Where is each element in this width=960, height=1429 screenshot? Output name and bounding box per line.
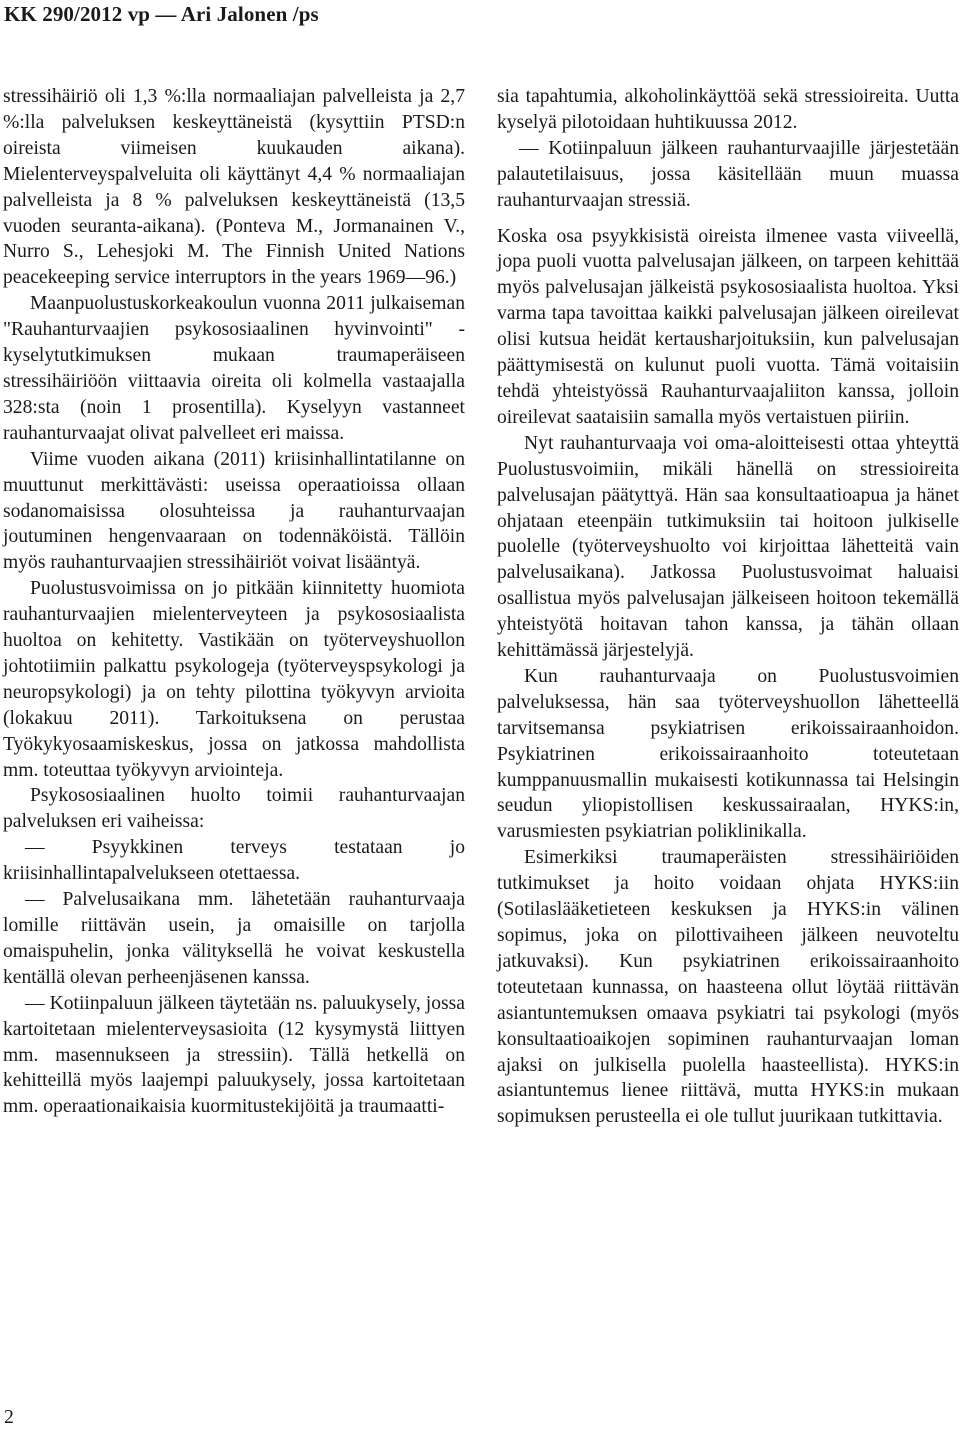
list-item: — Palvelusaikana mm. lähetetään rauhanturvaaja lomille riittävän usein, ja omaisille on tarjolla omaispuhelin, jonka välityksellä he voivat keskustella kentällä olevan perheenjäsenen kanssa. bbox=[3, 889, 465, 988]
paragraph: Esimerkiksi traumaperäisten stressihäiriöiden tutkimukset ja hoito voidaan ohjata HYKS:iin (Sotilaslääketieteen keskuksen ja HYKS:in välinen sopimus, joka on pilottivaiheen jälkeen neuvoteltu jatkuvaksi). Kun psykiatrinen erikoissairaanhoito toteutetaan kunnassa, on haasteena ollut löytää riittävän asiantuntemuksen omaava psykiatri tai psykologi (myös konsultaatioaikojen sopiminen rauhanturvaajan loman ajaksi on julkisella puolella haasteellista). HYKS:in asiantuntemus lienee riittävä, mutta HYKS:in mukaan sopimuksen perusteella ei ole tullut juurikaan tutkittavia. bbox=[497, 847, 959, 1128]
paragraph: stressihäiriö oli 1,3 %:lla normaaliajan palvelleista ja 2,7 %:lla palveluksen keskeyttäneistä (kysyttiin PTSD:n oireista viimeisen kuukauden aikana). Mielenterveyspalveluita oli käyttänyt 4,4 % normaaliajan palvelleista ja 8 % palveluksen keskeyttäneistä (13,5 vuoden seuranta-aikana). (Ponteva M., Jormanainen V., Nurro S., Lehesjoki M. The Finnish United Nations peacekeeping service interruptors in the years 1969—96.) bbox=[3, 86, 465, 289]
paragraph: sia tapahtumia, alkoholinkäyttöä sekä stressioireita. Uutta kyselyä pilotoidaan huhtikuussa 2012. bbox=[497, 86, 959, 133]
paragraph: Maanpuolustuskorkeakoulun vuonna 2011 julkaiseman "Rauhanturvaajien psykososiaalinen hyvinvointi" -kyselytutkimuksen mukaan traumaperäiseen stressihäiriöön viittaavia oireita oli kolmella vastaajalla 328:sta (noin 1 prosentilla). Kyselyyn vastanneet rauhanturvaajat olivat palvelleet eri maissa. bbox=[3, 293, 465, 444]
paragraph: Nyt rauhanturvaaja voi oma-aloitteisesti ottaa yhteyttä Puolustusvoimiin, mikäli hänellä on stressioireita palvelusajan päätyttyä. Hän saa konsultaatioapua ja hänet ohjataan eteenpäin tutkimuksiin tai hoitoon julkiselle puolelle (työterveyshuolto voi kirjoittaa lähetteitä vain palvelusaikana). Jatkossa Puolustusvoimat haluaisi osallistua myös palvelusajan jälkeiseen hoitoon tekemällä yhteistyötä hoitavan tahon kanssa, ja tähän ollaan kehittämässä järjestelyjä. bbox=[497, 432, 959, 662]
paragraph: Psykososiaalinen huolto toimii rauhanturvaajan palveluksen eri vaiheissa: bbox=[3, 785, 465, 833]
right-column bbox=[497, 84, 959, 1130]
running-header: KK 290/2012 vp — Ari Jalonen /ps bbox=[4, 2, 319, 26]
paragraph: Puolustusvoimissa on jo pitkään kiinnitetty huomiota rauhanturvaajien mielenterveyteen ja psykososiaalista huoltoa on kehitetty. Vastikään on työterveyshuollon johtotiimiin palkattu psykologeja (työterveyspsykologi ja neuropsykologi) ja on tehty pilottina työkyvyn arvioita (lokakuu 2011). Tarkoituksena on perustaa Työkykyosaamiskeskus, jossa on jatkossa mahdollista mm. toteuttaa työkyvyn arviointeja. bbox=[3, 578, 465, 781]
page-number: 2 bbox=[4, 1407, 14, 1428]
list-item: — Kotiinpaluun jälkeen rauhanturvaajille järjestetään palautetilaisuus, jossa käsitellään muun muassa rauhanturvaajan stressiä. bbox=[497, 137, 959, 211]
left-column bbox=[3, 84, 465, 1120]
paragraph: Viime vuoden aikana (2011) kriisinhallintatilanne on muuttunut merkittävästi: useissa operaatioissa ollaan sodanomaisissa olosuhteissa ja rauhanturvaajan joutuminen hengenvaaraan on todennäköistä. Tällöin myös rauhanturvaajien stressihäiriöt voivat lisääntyä. bbox=[3, 448, 465, 574]
paragraph: Kun rauhanturvaaja on Puolustusvoimien palveluksessa, hän saa työterveyshuollon lähetteellä tarvitsemansa psykiatrisen erikoissairaanhoidon. Psykiatrinen erikoissairaanhoito toteutetaan kumppanuusmallin mukaisesti kotikunnassa tai Helsingin seudun yliopistollisen keskussairaalan, HYKS:in, varusmiesten psykiatrian poliklinikalla. bbox=[497, 665, 959, 843]
list-item: — Kotiinpaluun jälkeen täytetään ns. paluukysely, jossa kartoitetaan mielenterveysasioita (12 kysymystä liittyen mm. masennukseen ja stressiin). Tällä hetkellä on kehitteillä myös laajempi paluukysely, jossa kartoitetaan mm. operaationaikaisia kuormitustekijöitä ja traumaatti- bbox=[3, 992, 465, 1118]
paragraph: Koska osa psyykkisistä oireista ilmenee vasta viiveellä, jopa puoli vuotta palvelusajan jälkeen, on tarpeen kehittää myös palvelusajan jälkeistä psykososiaalista huoltoa. Yksi varma tapa tavoittaa kaikki palvelusajan jälkeen oireilevat olisi kutsua heidät kertausharjoituksiin, kun palvelusajan päättymisestä on kulunut puoli vuotta. Tämä voitaisiin tehdä yhteistyössä Rauhanturvaajaliiton kanssa, jolloin oireilevat saataisiin samalla myös vertaistuen piiriin. bbox=[497, 225, 959, 428]
list-item: — Psyykkinen terveys testataan jo kriisinhallintapalvelukseen otettaessa. bbox=[3, 837, 465, 885]
